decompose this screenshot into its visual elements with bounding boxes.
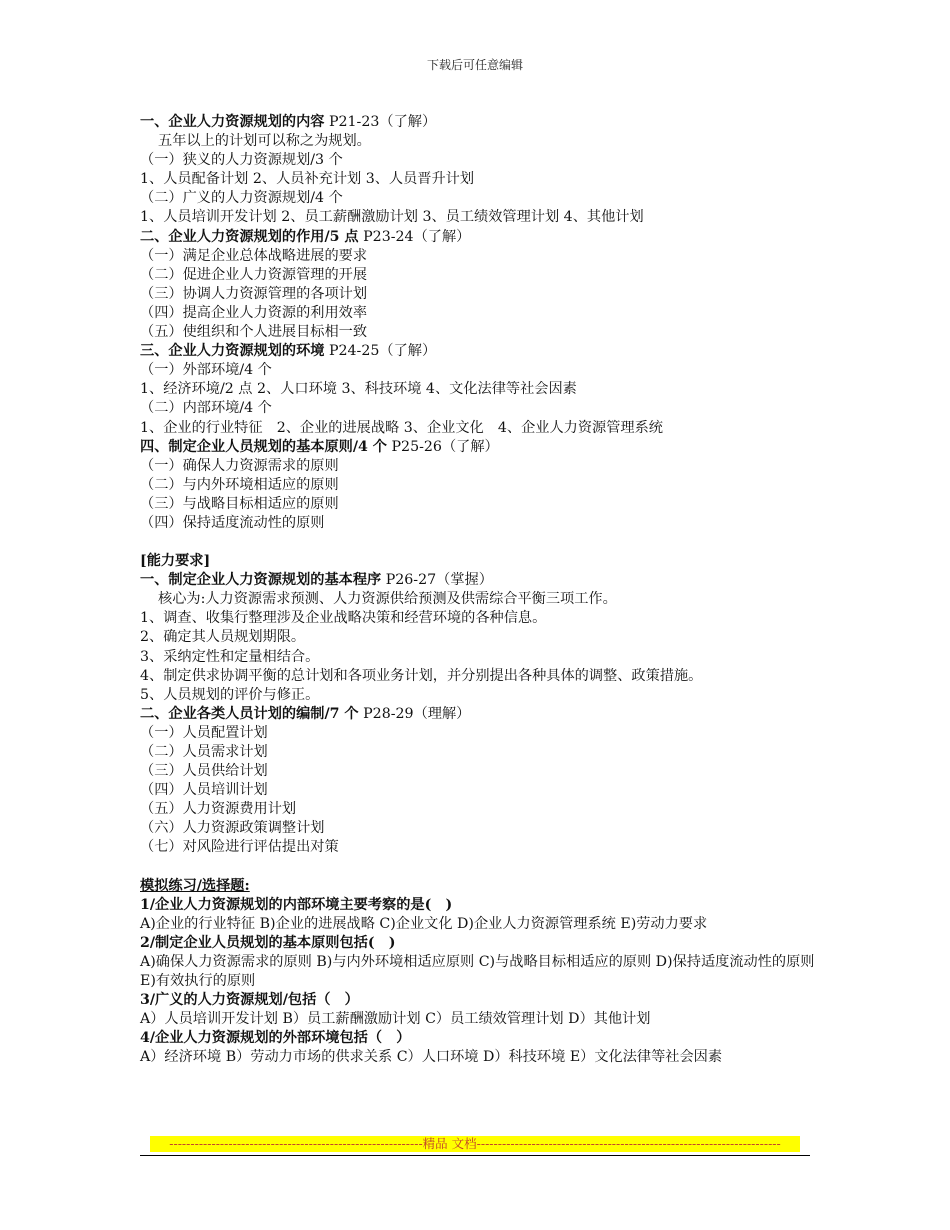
heading-line <box>140 991 820 1010</box>
heading-line <box>140 934 820 953</box>
line-text: （二）人员需求计划 <box>140 744 268 760</box>
text-line <box>140 1010 820 1029</box>
line-text: （一）狭义的人力资源规划/3 个 <box>140 152 343 169</box>
line-text: （一）满足企业总体战略进展的要求 <box>140 247 368 264</box>
text-line <box>140 800 820 819</box>
section-title: 模拟练习/选择题: <box>140 877 250 894</box>
line-text: 核心为:人力资源需求预测、人力资源供给预测及供需综合平衡三项工作。 <box>158 591 617 608</box>
line-text: A）人员培训开发计划 B）员工薪酬激励计划 C）员工绩效管理计划 D）其他计划 <box>140 1011 651 1028</box>
line-text: （二）与内外环境相适应的原则 <box>140 476 339 493</box>
line-text: 1、调查、收集行整理涉及企业战略决策和经营环境的各种信息。 <box>140 610 547 627</box>
line-text: 4、制定供求协调平衡的总计划和各项业务计划，并分别提出各种具体的调整、政策措施。 <box>140 667 703 684</box>
text-line <box>140 819 820 838</box>
line-text: （七）对风险进行评估提出对策 <box>140 839 339 856</box>
line-text: （二）促进企业人力资源管理的开展 <box>140 266 368 283</box>
text-line <box>140 686 820 705</box>
line-text: （三）与战略目标相适应的原则 <box>140 495 339 512</box>
text-line <box>140 590 820 609</box>
line-text: P25-26（了解） <box>387 438 499 455</box>
heading-line <box>140 896 820 915</box>
text-line <box>140 189 820 208</box>
heading-text: 三、企业人力资源规划的环境 <box>140 343 325 360</box>
text-line <box>140 724 820 743</box>
line-text: P24-25（了解） <box>324 343 437 360</box>
text-line <box>140 361 820 380</box>
line-text: （三）人员供给计划 <box>140 763 268 780</box>
heading-text: [能力要求] <box>140 553 211 570</box>
text-line <box>140 628 820 647</box>
line-text: （五）人力资源费用计划 <box>140 801 297 818</box>
line-text: 五年以上的计划可以称之为规划。 <box>158 133 371 150</box>
line-text: （四）保持适度流动性的原则 <box>140 514 325 531</box>
heading-line <box>140 438 820 457</box>
text-line <box>140 781 820 800</box>
line-text: （四）提高企业人力资源的利用效率 <box>140 304 368 321</box>
line-text: （五）使组织和个人进展目标相一致 <box>140 324 368 341</box>
line-text: （一）人员配置计划 <box>140 724 268 741</box>
blank-line <box>140 533 820 552</box>
text-line <box>140 132 820 151</box>
heading-text: 二、企业人力资源规划的作用/5 点 <box>140 228 359 245</box>
line-text: 2、确定其人员规划期限。 <box>140 629 306 646</box>
heading-text: 二、企业各类人员计划的编制/7 个 <box>140 705 359 722</box>
heading-text: 2/制定企业人员规划的基本原则包括( ) <box>140 934 396 951</box>
line-text: 1、经济环境/2 点 2、人口环境 3、科技环境 4、文化法律等社会因素 <box>140 381 577 398</box>
text-line <box>140 476 820 495</box>
text-line <box>140 762 820 781</box>
heading-line <box>140 228 820 247</box>
text-line <box>140 170 820 189</box>
line-text: 1、企业的行业特征 2、企业的进展战略 3、企业文化 4、企业人力资源管理系统 <box>140 419 663 436</box>
line-text: （二）内部环境/4 个 <box>140 400 272 417</box>
line-text: A)确保人力资源需求的原则 B)与内外环境相适应原则 C)与战略目标相适应的原则 D)保持适度流动性的原则 E)有效执行的原则 <box>140 953 815 990</box>
heading-text: 4/企业人力资源规划的外部环境包括（ ） <box>140 1030 411 1047</box>
line-text: P28-29（理解） <box>358 705 471 722</box>
blank-line <box>140 858 820 877</box>
page-header: 下载后可任意编辑 <box>426 58 523 72</box>
text-line <box>140 514 820 533</box>
text-line <box>140 208 820 227</box>
heading-line <box>140 705 820 724</box>
line-text: （一）确保人力资源需求的原则 <box>140 457 339 474</box>
text-line <box>140 304 820 323</box>
text-line <box>140 838 820 857</box>
text-line <box>140 419 820 438</box>
line-text: P21-23（了解） <box>324 114 437 130</box>
text-line <box>140 609 820 628</box>
text-line <box>140 648 820 667</box>
heading-line <box>140 342 820 361</box>
line-text: （三）协调人力资源管理的各项计划 <box>140 285 368 302</box>
text-line <box>140 953 820 991</box>
text-line <box>140 667 820 686</box>
text-line <box>140 495 820 514</box>
line-text: A)企业的行业特征 B)企业的进展战略 C)企业文化 D)企业人力资源管理系统 E)劳动力要求 <box>140 915 708 932</box>
line-text: （二）广义的人力资源规划/4 个 <box>140 190 343 207</box>
text-line <box>140 285 820 304</box>
line-text: 5、人员规划的评价与修正。 <box>140 686 320 703</box>
heading-line <box>140 1029 820 1048</box>
heading-line <box>140 571 820 590</box>
text-line <box>140 1048 820 1067</box>
text-line <box>140 399 820 418</box>
text-line <box>140 380 820 399</box>
page-footer <box>140 1136 810 1156</box>
document-body <box>140 113 820 1068</box>
footer-rule <box>140 1155 810 1156</box>
line-text: A）经济环境 B）劳动力市场的供求关系 C）人口环境 D）科技环境 E）文化法律等社会因素 <box>140 1049 723 1066</box>
line-text: （六）人力资源政策调整计划 <box>140 820 325 837</box>
text-line <box>140 323 820 342</box>
line-text: 1、人员培训开发计划 2、员工薪酬激励计划 3、员工绩效管理计划 4、其他计划 <box>140 209 644 226</box>
footer-banner: ------------------------------------------------------------精品 文档------------------------------------------------------------------------ <box>150 1136 800 1152</box>
heading-text: 1/企业人力资源规划的内部环境主要考察的是( ) <box>140 896 453 913</box>
heading-text: 一、企业人力资源规划的内容 <box>140 114 325 130</box>
heading-text: 一、制定企业人力资源规划的基本程序 <box>140 572 382 589</box>
text-line <box>140 457 820 476</box>
line-text: P23-24（了解） <box>358 228 471 245</box>
line-text: （四）人员培训计划 <box>140 782 268 799</box>
line-text: P26-27（掌握） <box>381 572 493 589</box>
heading-text: 四、制定企业人员规划的基本原则/4 个 <box>140 438 387 455</box>
heading-line <box>140 552 820 571</box>
line-text: （一）外部环境/4 个 <box>140 362 272 379</box>
line-text: 3、采纳定性和定量相结合。 <box>140 648 320 665</box>
text-line <box>140 743 820 762</box>
line-text: 1、人员配备计划 2、人员补充计划 3、人员晋升计划 <box>140 171 475 188</box>
text-line <box>140 266 820 285</box>
text-line <box>140 247 820 266</box>
heading-text: 3/广义的人力资源规划/包括（ ） <box>140 992 359 1009</box>
text-line <box>140 915 820 934</box>
text-line <box>140 151 820 170</box>
heading-line <box>140 113 820 132</box>
heading-line <box>140 877 820 896</box>
